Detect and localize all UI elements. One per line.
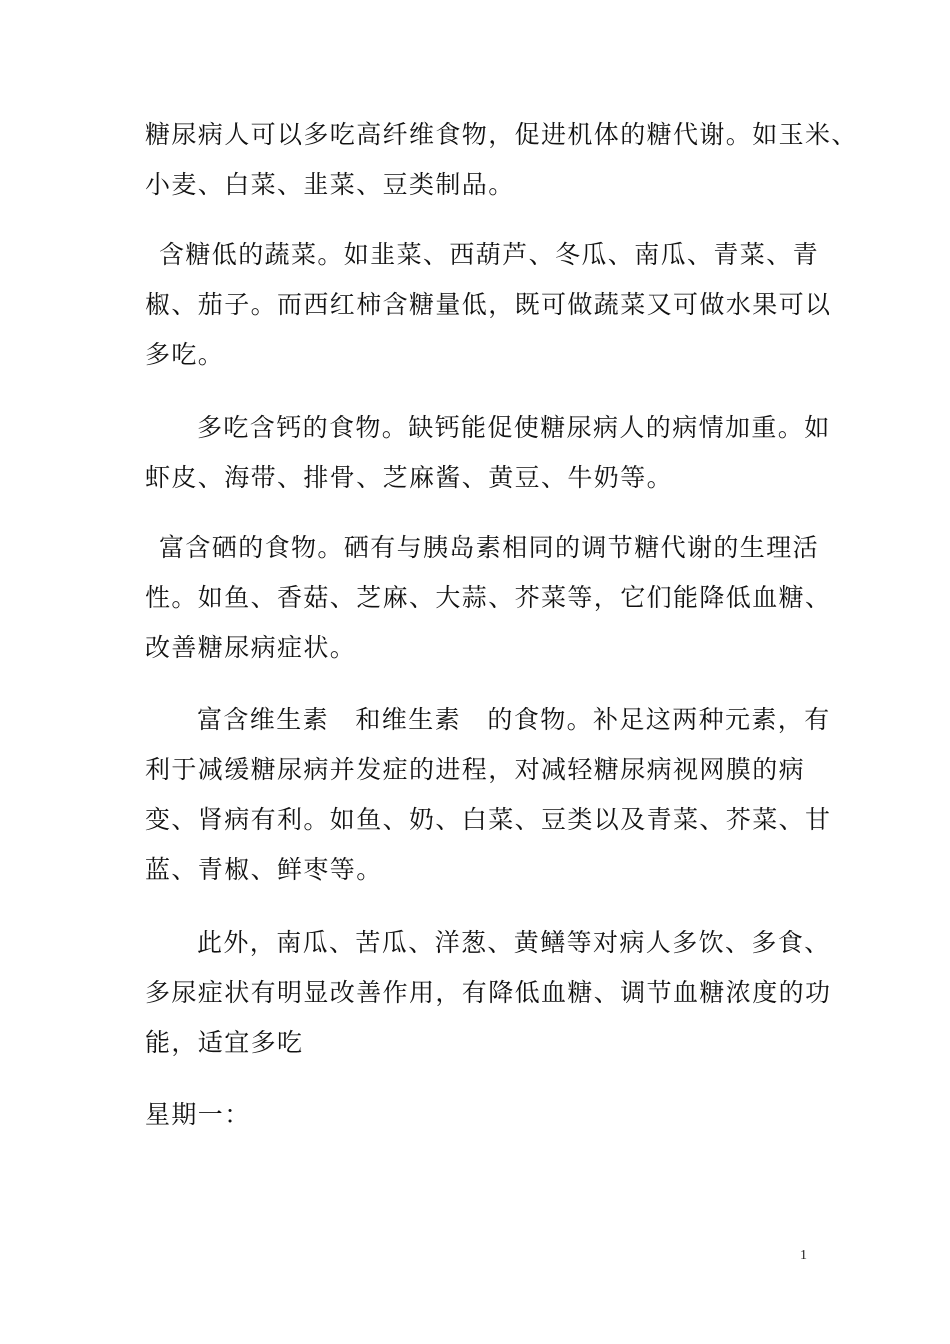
- text-line: 利于减缓糖尿病并发症的进程，对减轻糖尿病视网膜的病: [145, 755, 806, 784]
- text-line: 变、肾病有利。如鱼、奶、白菜、豆类以及青菜、芥菜、甘: [145, 805, 832, 834]
- text-line: 富含维生素 和维生素 的食物。补足这两种元素，有: [197, 705, 831, 734]
- paragraph-other-foods: [145, 918, 832, 1068]
- text-line: 虾皮、海带、排骨、芝麻酱、黄豆、牛奶等。: [145, 463, 674, 492]
- text-line: 此外，南瓜、苦瓜、洋葱、黄鳝等对病人多饮、多食、: [197, 928, 831, 957]
- text-line: 改善糖尿病症状。: [145, 633, 357, 662]
- page-number: 1: [800, 1248, 807, 1263]
- paragraph-high-fiber: [145, 110, 858, 210]
- text-line: 小麦、白菜、韭菜、豆类制品。: [145, 170, 515, 199]
- text-line: 多吃含钙的食物。缺钙能促使糖尿病人的病情加重。如: [197, 413, 831, 442]
- paragraph-weekday-heading: [145, 1090, 825, 1140]
- paragraph-vitamins: [145, 695, 832, 895]
- weekday-heading: 星期一：: [145, 1100, 251, 1129]
- text-line: 蓝、青椒、鲜枣等。: [145, 855, 383, 884]
- text-line: 糖尿病人可以多吃高纤维食物，促进机体的糖代谢。如玉米、: [145, 120, 858, 149]
- text-line: 含糖低的蔬菜。如韭菜、西葫芦、冬瓜、南瓜、青菜、青: [159, 240, 820, 269]
- text-line: 能，适宜多吃: [145, 1028, 304, 1057]
- paragraph-low-sugar-vegetables: [145, 230, 832, 380]
- text-line: 多吃。: [145, 340, 225, 369]
- text-line: 性。如鱼、香菇、芝麻、大蒜、芥菜等，它们能降低血糖、: [145, 583, 832, 612]
- text-line: 富含硒的食物。硒有与胰岛素相同的调节糖代谢的生理活: [159, 533, 820, 562]
- paragraph-selenium: [145, 523, 832, 673]
- text-line: 多尿症状有明显改善作用，有降低血糖、调节血糖浓度的功: [145, 978, 832, 1007]
- paragraph-calcium: [145, 403, 831, 503]
- text-line: 椒、茄子。而西红柿含糖量低，既可做蔬菜又可做水果可以: [145, 290, 832, 319]
